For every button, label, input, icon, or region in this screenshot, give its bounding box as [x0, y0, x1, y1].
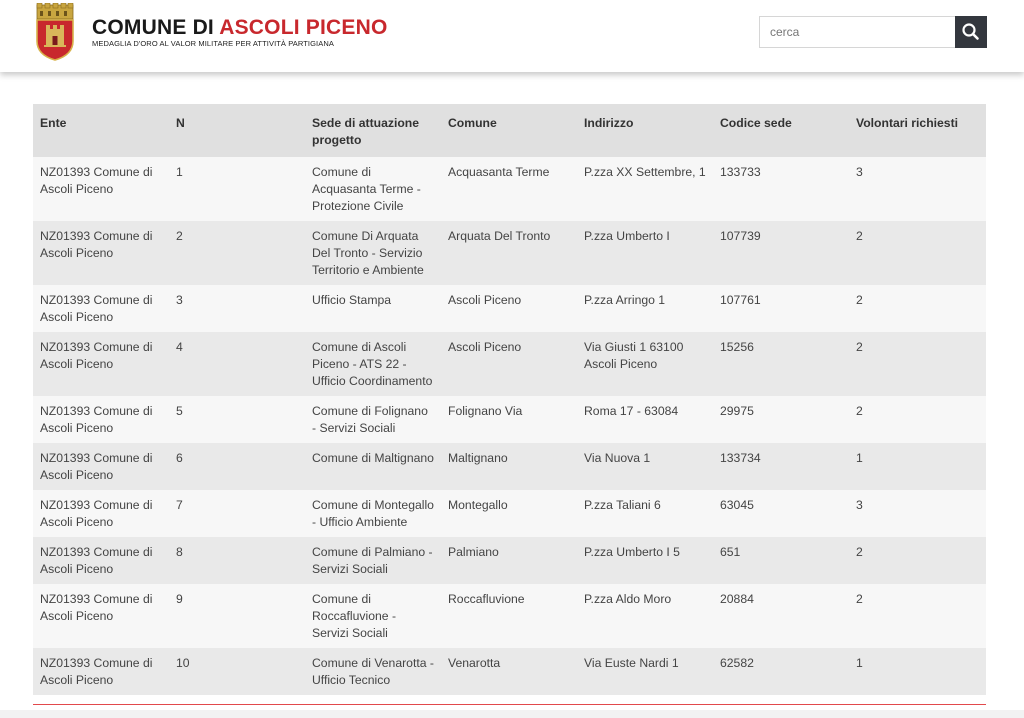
table-cell: 8 — [169, 537, 305, 584]
table-cell: 2 — [849, 537, 986, 584]
table-cell: Maltignano — [441, 443, 577, 490]
table-cell: 6 — [169, 443, 305, 490]
table-cell: P.zza XX Settembre, 1 — [577, 157, 713, 221]
table-cell: P.zza Aldo Moro — [577, 584, 713, 648]
table-cell: P.zza Taliani 6 — [577, 490, 713, 537]
table-cell: NZ01393 Comune di Ascoli Piceno — [33, 648, 169, 695]
table-cell: 1 — [849, 443, 986, 490]
search-input[interactable] — [759, 16, 955, 48]
table-row — [33, 332, 986, 396]
table-cell: 63045 — [713, 490, 849, 537]
table-header-row — [33, 104, 986, 157]
table-cell: 20884 — [713, 584, 849, 648]
table-cell: Via Nuova 1 — [577, 443, 713, 490]
table-cell: Comune di Ascoli Piceno - ATS 22 - Ufficio Coordinamento — [305, 332, 441, 396]
site-title: COMUNE DI ASCOLI PICENO — [92, 16, 388, 39]
table-cell: 107739 — [713, 221, 849, 285]
table-cell: 15256 — [713, 332, 849, 396]
table-cell: NZ01393 Comune di Ascoli Piceno — [33, 332, 169, 396]
table-cell: 3 — [849, 157, 986, 221]
table-cell: Venarotta — [441, 648, 577, 695]
table-cell: 133734 — [713, 443, 849, 490]
sedi-table-wrapper — [33, 104, 986, 695]
sedi-table — [33, 104, 986, 695]
table-cell: 1 — [169, 157, 305, 221]
table-row — [33, 157, 986, 221]
table-cell: Roma 17 - 63084 — [577, 396, 713, 443]
table-cell: 3 — [169, 285, 305, 332]
site-header — [0, 0, 1024, 72]
table-row — [33, 537, 986, 584]
table-cell: NZ01393 Comune di Ascoli Piceno — [33, 285, 169, 332]
table-cell: 7 — [169, 490, 305, 537]
table-cell: 133733 — [713, 157, 849, 221]
table-cell: Comune di Maltignano — [305, 443, 441, 490]
table-row — [33, 490, 986, 537]
table-cell: 2 — [849, 584, 986, 648]
table-cell: P.zza Arringo 1 — [577, 285, 713, 332]
table-cell: Ufficio Stampa — [305, 285, 441, 332]
table-cell: 2 — [169, 221, 305, 285]
table-cell: Via Giusti 1 63100 Ascoli Piceno — [577, 332, 713, 396]
table-cell: NZ01393 Comune di Ascoli Piceno — [33, 157, 169, 221]
column-header: Sede di attuazione progetto — [305, 104, 441, 157]
table-cell: Folignano Via — [441, 396, 577, 443]
table-row — [33, 648, 986, 695]
table-cell: Comune di Acquasanta Terme - Protezione Civile — [305, 157, 441, 221]
table-cell: 2 — [849, 221, 986, 285]
table-cell: 107761 — [713, 285, 849, 332]
table-cell: NZ01393 Comune di Ascoli Piceno — [33, 396, 169, 443]
site-subtitle: MEDAGLIA D'ORO AL VALOR MILITARE PER ATTIVITÀ PARTIGIANA — [92, 39, 334, 48]
table-cell: 3 — [849, 490, 986, 537]
table-cell: 4 — [169, 332, 305, 396]
table-cell: 2 — [849, 285, 986, 332]
table-cell: Comune di Palmiano - Servizi Sociali — [305, 537, 441, 584]
search-form — [759, 16, 987, 48]
table-cell: P.zza Umberto I — [577, 221, 713, 285]
table-cell: Arquata Del Tronto — [441, 221, 577, 285]
table-cell: Comune di Venarotta - Ufficio Tecnico — [305, 648, 441, 695]
table-cell: Montegallo — [441, 490, 577, 537]
column-header: Indirizzo — [577, 104, 713, 157]
table-cell: 62582 — [713, 648, 849, 695]
footer-band — [0, 710, 1024, 718]
column-header: Ente — [33, 104, 169, 157]
table-cell: Comune di Roccafluvione - Servizi Sociali — [305, 584, 441, 648]
table-cell: 10 — [169, 648, 305, 695]
search-icon — [955, 16, 987, 48]
table-cell: Comune di Folignano - Servizi Sociali — [305, 396, 441, 443]
search-button[interactable] — [955, 16, 987, 48]
table-row — [33, 584, 986, 648]
coat-of-arms-icon[interactable] — [34, 3, 76, 61]
table-body — [33, 157, 986, 695]
table-cell: 29975 — [713, 396, 849, 443]
site-brand[interactable] — [92, 17, 388, 48]
table-cell: NZ01393 Comune di Ascoli Piceno — [33, 490, 169, 537]
column-header: Volontari richiesti — [849, 104, 986, 157]
table-cell: Palmiano — [441, 537, 577, 584]
table-cell: Ascoli Piceno — [441, 332, 577, 396]
table-cell: 2 — [849, 396, 986, 443]
table-cell: NZ01393 Comune di Ascoli Piceno — [33, 443, 169, 490]
table-cell: NZ01393 Comune di Ascoli Piceno — [33, 584, 169, 648]
table-cell: 9 — [169, 584, 305, 648]
table-cell: Comune di Montegallo - Ufficio Ambiente — [305, 490, 441, 537]
table-cell: Comune Di Arquata Del Tronto - Servizio Territorio e Ambiente — [305, 221, 441, 285]
column-header: Comune — [441, 104, 577, 157]
table-cell: Roccafluvione — [441, 584, 577, 648]
table-row — [33, 396, 986, 443]
table-cell: 651 — [713, 537, 849, 584]
table-cell: Via Euste Nardi 1 — [577, 648, 713, 695]
column-header: N — [169, 104, 305, 157]
table-row — [33, 221, 986, 285]
footer-divider — [33, 704, 986, 705]
table-cell: 5 — [169, 396, 305, 443]
table-cell: 2 — [849, 332, 986, 396]
table-cell: NZ01393 Comune di Ascoli Piceno — [33, 221, 169, 285]
table-cell: P.zza Umberto I 5 — [577, 537, 713, 584]
table-cell: Acquasanta Terme — [441, 157, 577, 221]
table-cell: Ascoli Piceno — [441, 285, 577, 332]
table-cell: 1 — [849, 648, 986, 695]
table-cell: NZ01393 Comune di Ascoli Piceno — [33, 537, 169, 584]
column-header: Codice sede — [713, 104, 849, 157]
table-row — [33, 443, 986, 490]
table-row — [33, 285, 986, 332]
